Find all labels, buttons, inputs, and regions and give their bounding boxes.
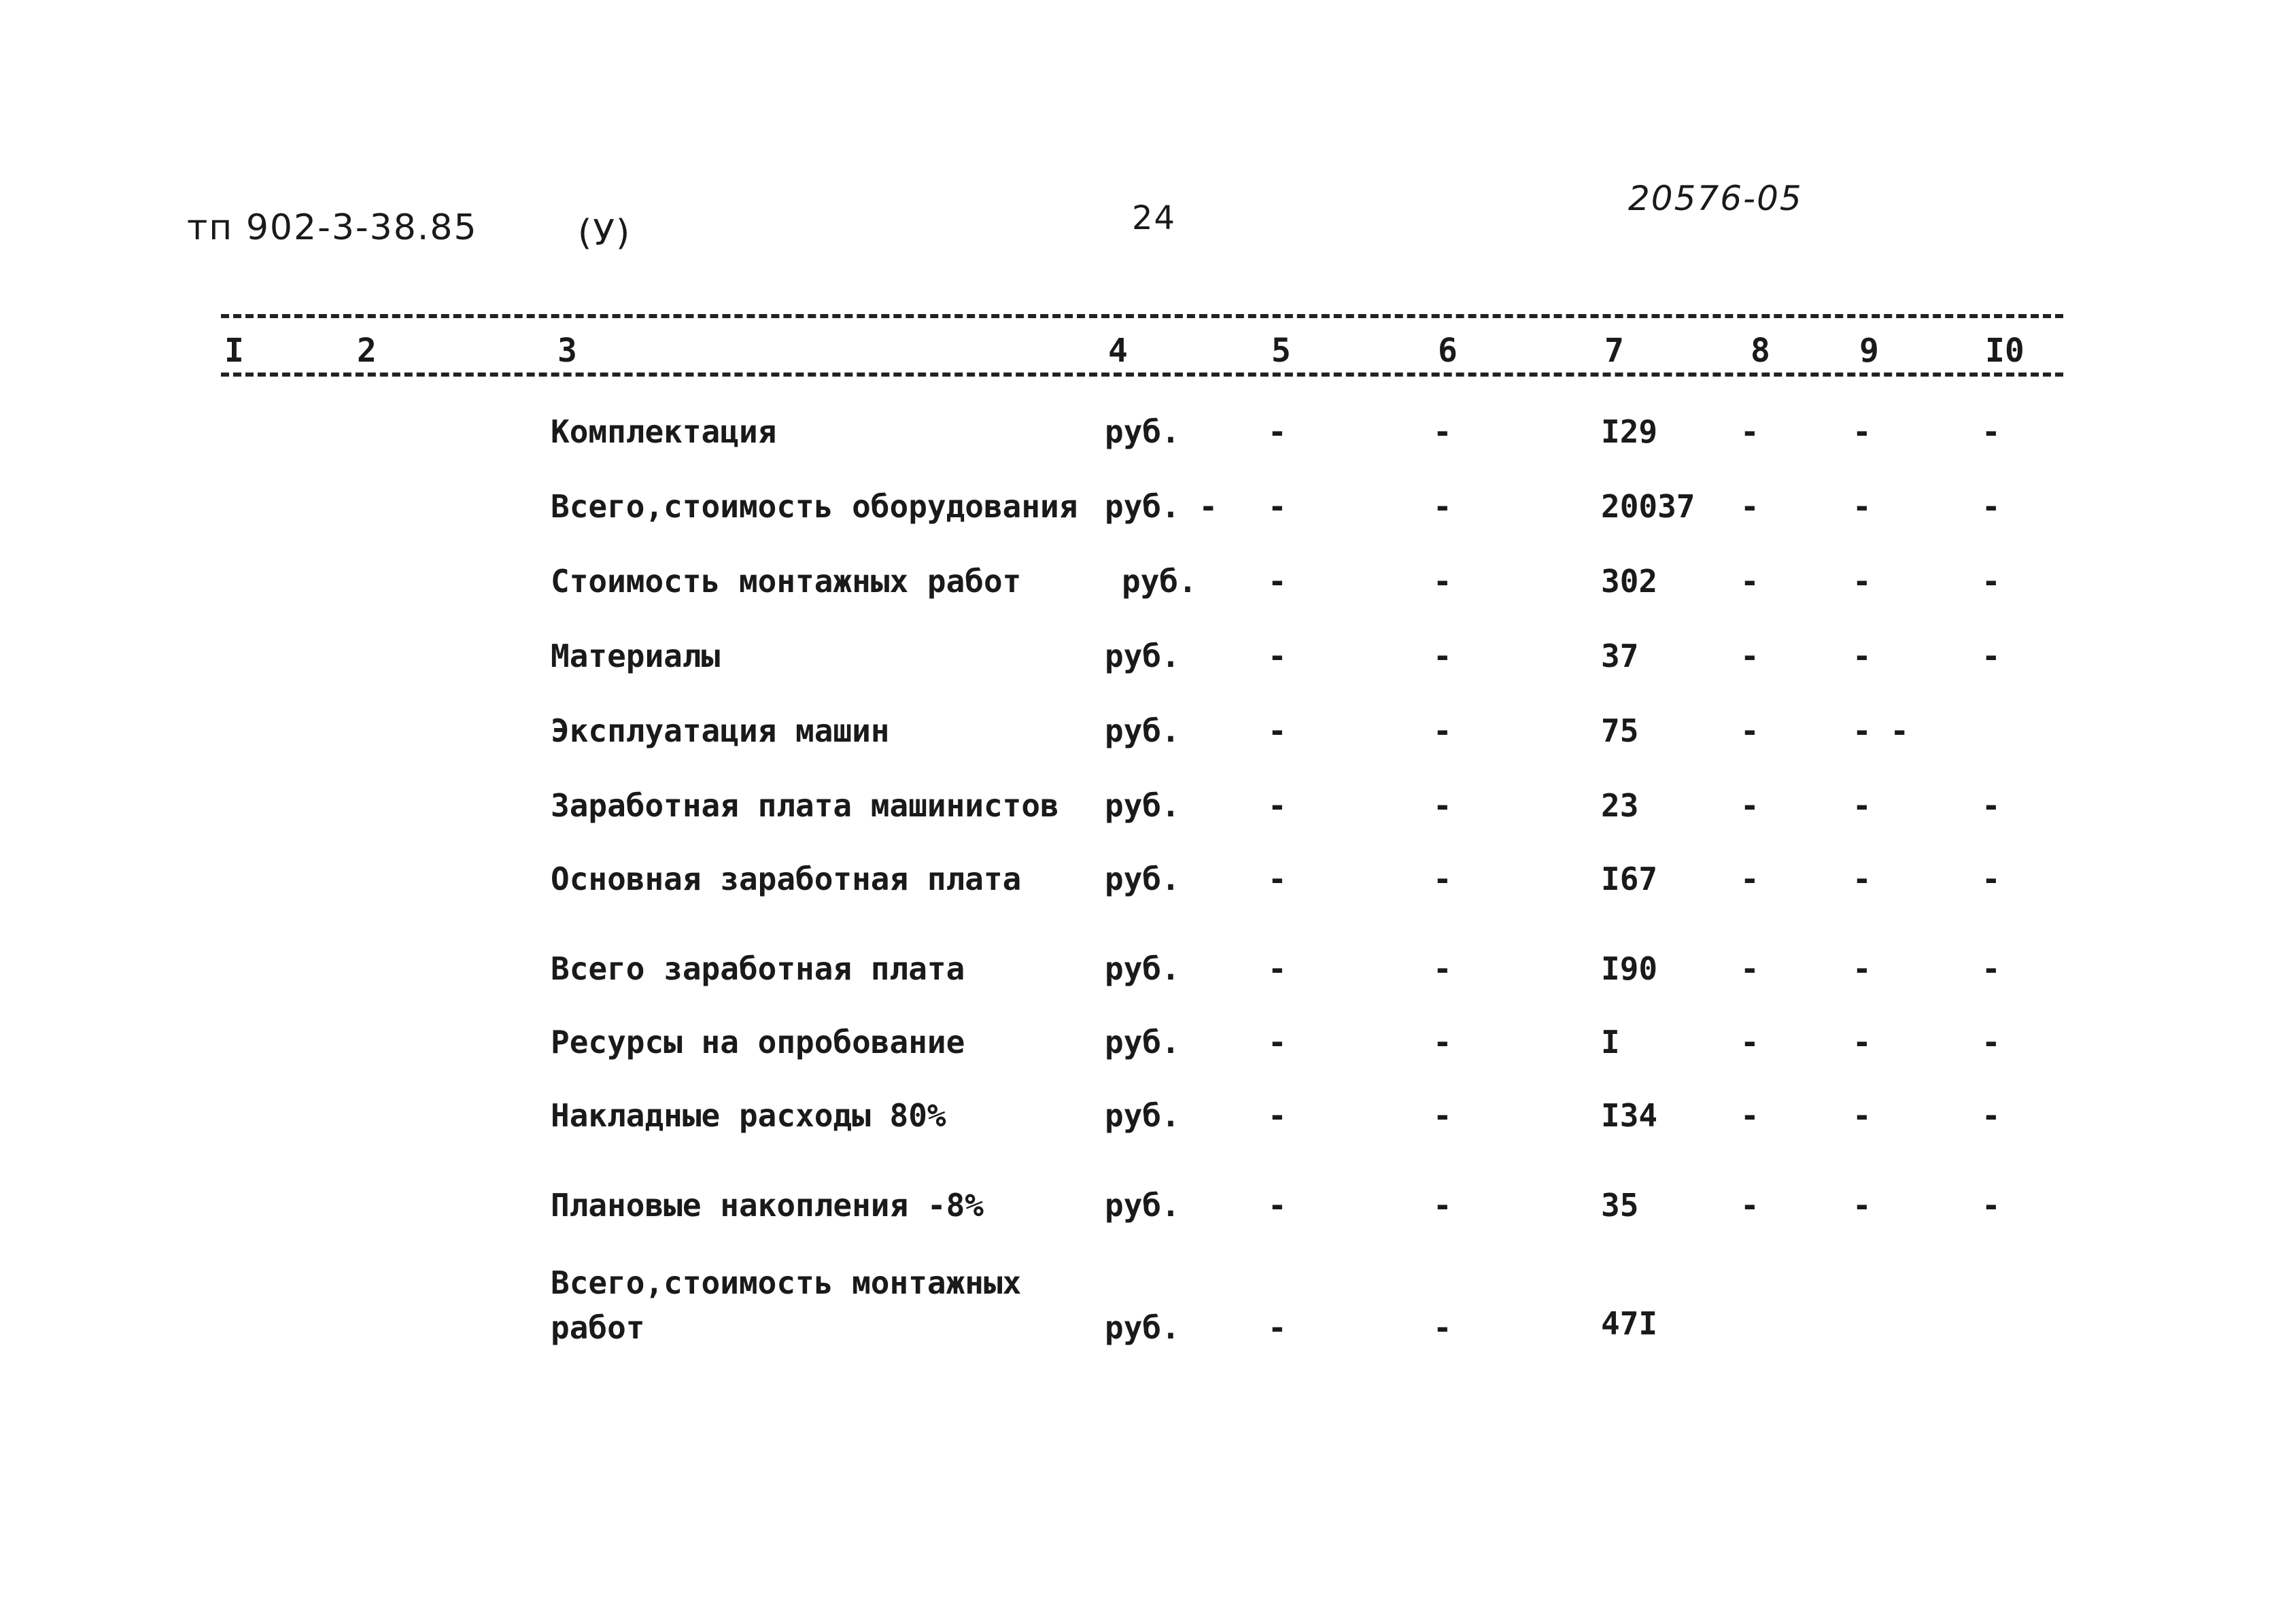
table-row	[0, 413, 2291, 454]
cell-col9: -	[1853, 413, 1872, 450]
row-unit: руб.	[1105, 413, 1180, 450]
cell-col7: 75	[1601, 712, 1639, 749]
document-marker: (У)	[578, 213, 632, 254]
column-number: 3	[557, 332, 577, 370]
row-label: Заработная плата машинистов	[551, 787, 1059, 824]
cell-col6: -	[1433, 950, 1452, 987]
cell-col8: -	[1740, 638, 1759, 674]
cell-col10: -	[1982, 950, 2001, 987]
cell-col5: -	[1268, 861, 1287, 897]
cell-col9: -	[1853, 638, 1872, 674]
cell-col9: -	[1853, 1024, 1872, 1060]
cell-col10: -	[1982, 1024, 2001, 1060]
cell-col5: -	[1268, 1309, 1287, 1346]
cell-col8: -	[1740, 712, 1759, 749]
cell-col10: -	[1982, 1097, 2001, 1134]
cell-col6: -	[1433, 787, 1452, 824]
row-label-line1: Всего,стоимость монтажных	[551, 1264, 1022, 1301]
column-number: 8	[1751, 332, 1770, 370]
cell-col5: -	[1268, 1097, 1287, 1134]
cell-col8: -	[1740, 861, 1759, 897]
cell-col5: -	[1268, 413, 1287, 450]
cell-col10: -	[1982, 1187, 2001, 1224]
row-unit: руб.	[1105, 1309, 1180, 1346]
row-unit: руб.	[1105, 638, 1180, 674]
cell-col7: I90	[1601, 950, 1658, 987]
cell-col10: -	[1982, 488, 2001, 525]
cell-col8: -	[1740, 1097, 1759, 1134]
row-label: Ресурсы на опробование	[551, 1024, 965, 1060]
document-code: тп 902-3-38.85	[187, 207, 478, 248]
row-unit: руб.	[1105, 861, 1180, 897]
cell-col6: -	[1433, 488, 1452, 525]
cell-col8: -	[1740, 413, 1759, 450]
column-number: I	[224, 332, 244, 370]
cell-col6: -	[1433, 1097, 1452, 1134]
page-number: 24	[1132, 199, 1177, 237]
cell-col7: I34	[1601, 1097, 1658, 1134]
cell-col5: -	[1268, 563, 1287, 600]
cell-col9: -	[1853, 950, 1872, 987]
cell-col10: -	[1982, 413, 2001, 450]
cell-col7: I	[1601, 1024, 1620, 1060]
row-unit: руб.	[1105, 787, 1180, 824]
row-label: Стоимость монтажных работ	[551, 563, 1022, 600]
cell-col10: -	[1982, 861, 2001, 897]
table-row	[0, 488, 2291, 529]
cell-col9: -	[1853, 488, 1872, 525]
table-row-total	[0, 1264, 2291, 1360]
cell-col7: 20037	[1601, 488, 1695, 525]
table-row	[0, 638, 2291, 678]
cell-col8: -	[1740, 1024, 1759, 1060]
cell-col6: -	[1433, 861, 1452, 897]
cell-col6: -	[1433, 638, 1452, 674]
cell-col5: -	[1268, 712, 1287, 749]
row-unit: руб.	[1105, 950, 1180, 987]
row-label: Всего заработная плата	[551, 950, 965, 987]
cell-col6: -	[1433, 1024, 1452, 1060]
row-label: Комплектация	[551, 413, 777, 450]
cell-col5: -	[1268, 787, 1287, 824]
cell-col7: 47I	[1601, 1305, 1658, 1342]
cell-col6: -	[1433, 413, 1452, 450]
cell-col6: -	[1433, 712, 1452, 749]
cell-col5: -	[1268, 950, 1287, 987]
cell-col9: -	[1853, 861, 1872, 897]
column-number: 2	[357, 332, 377, 370]
row-unit: руб. -	[1105, 488, 1218, 525]
cell-col9: -	[1853, 563, 1872, 600]
cell-col5: -	[1268, 1187, 1287, 1224]
row-unit: руб.	[1105, 1097, 1180, 1134]
cell-col10: -	[1982, 638, 2001, 674]
cell-col5: -	[1268, 1024, 1287, 1060]
row-label: Материалы	[551, 638, 721, 674]
table-row	[0, 861, 2291, 901]
cell-col8: -	[1740, 488, 1759, 525]
row-unit: руб.	[1105, 1187, 1180, 1224]
cell-col7: I67	[1601, 861, 1658, 897]
cell-col10: -	[1982, 563, 2001, 600]
column-number: 5	[1271, 332, 1291, 370]
table-header-rule	[221, 373, 2063, 377]
table-row	[0, 1097, 2291, 1138]
column-number: 7	[1604, 332, 1624, 370]
cell-col8: -	[1740, 563, 1759, 600]
column-number: 9	[1859, 332, 1879, 370]
cell-col5: -	[1268, 488, 1287, 525]
column-number: 6	[1438, 332, 1458, 370]
table-top-rule	[221, 314, 2063, 318]
table-row	[0, 563, 2291, 604]
row-unit: руб.	[1105, 712, 1180, 749]
column-number: 4	[1108, 332, 1128, 370]
cell-col5: -	[1268, 638, 1287, 674]
table-row	[0, 950, 2291, 991]
cell-col6: -	[1433, 563, 1452, 600]
table-row	[0, 1187, 2291, 1228]
row-label: Эксплуатация машин	[551, 712, 890, 749]
table-row	[0, 787, 2291, 828]
row-label: Накладные расходы 80%	[551, 1097, 946, 1134]
cell-col9: - -	[1853, 712, 1910, 749]
cell-col8: -	[1740, 1187, 1759, 1224]
cell-col7: 23	[1601, 787, 1639, 824]
cell-col6: -	[1433, 1309, 1452, 1346]
table-row	[0, 1024, 2291, 1065]
row-label: Всего,стоимость оборудования	[551, 488, 1078, 525]
row-unit: руб.	[1122, 563, 1197, 600]
cell-col9: -	[1853, 1097, 1872, 1134]
column-number: I0	[1985, 332, 2025, 370]
cell-col8: -	[1740, 950, 1759, 987]
cell-col10: -	[1982, 787, 2001, 824]
cell-col6: -	[1433, 1187, 1452, 1224]
row-label-line2: работ	[551, 1309, 645, 1346]
cell-col7: 37	[1601, 638, 1639, 674]
cell-col9: -	[1853, 787, 1872, 824]
row-label: Плановые накопления -8%	[551, 1187, 984, 1224]
row-unit: руб.	[1105, 1024, 1180, 1060]
table-row	[0, 712, 2291, 753]
cell-col9: -	[1853, 1187, 1872, 1224]
row-label: Основная заработная плата	[551, 861, 1022, 897]
archive-stamp: 20576-05	[1628, 179, 1803, 218]
cell-col7: 35	[1601, 1187, 1639, 1224]
cell-col7: 302	[1601, 563, 1658, 600]
cell-col7: I29	[1601, 413, 1658, 450]
cell-col8: -	[1740, 787, 1759, 824]
